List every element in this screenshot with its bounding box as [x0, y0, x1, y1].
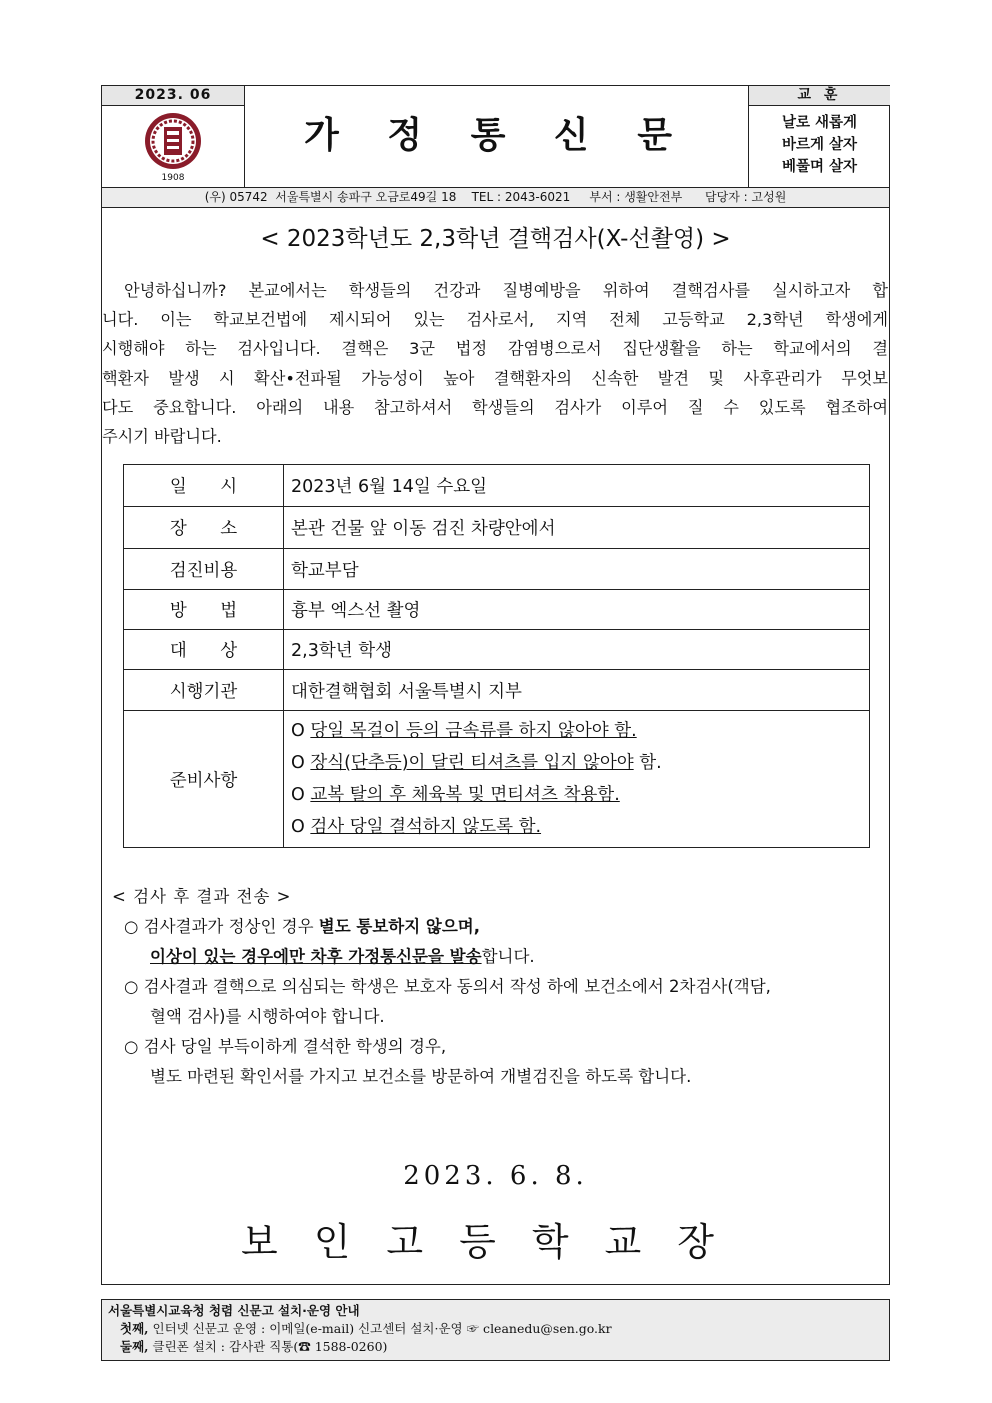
bullet-icon: O: [291, 721, 305, 741]
footer-title: 서울특별시교육청 청렴 신문고 설치·운영 안내: [108, 1303, 360, 1318]
table-row: [124, 630, 870, 670]
issue-date: 2023. 06: [102, 86, 245, 106]
prep-item: O 검사 당일 결석하지 않도록 함.: [291, 817, 542, 837]
footer-line: 둘째, 클린폰 설치 : 감사관 직통(☎ 1588-0260): [120, 1339, 388, 1354]
motto-label: 교 훈: [749, 86, 890, 106]
school-emblem-icon: [142, 111, 204, 183]
prep-list: [284, 711, 870, 848]
school-motto: [748, 86, 890, 188]
result-item: 별도 마련된 확인서를 가지고 보건소를 방문하여 개별검진을 하도록 합니다.: [150, 1067, 692, 1086]
principal-signature: 보인고등학교장: [241, 1220, 750, 1264]
row-value: 2023년 6월 14일 수요일: [284, 465, 870, 507]
school-address: (우) 05742 서울특별시 송파구 오금로49길 18 TEL : 2043-6021 부서 : 생활안전부 담당자 : 고성원: [102, 188, 889, 208]
row-value: 학교부담: [284, 549, 870, 590]
result-section: [112, 882, 892, 1092]
intro-line: 다도 중요합니다. 아래의 내용 참고하셔서 학생들의 검사가 이루어 질 수 있도록 협조하여: [102, 397, 888, 417]
table-row: [124, 507, 870, 549]
bullet-icon: O: [291, 817, 305, 837]
row-value: 2,3학년 학생: [284, 630, 870, 670]
intro-line: 안녕하십니까? 본교에서는 학생들의 건강과 질병예방을 위하여 결핵검사를 실시하고자 합: [124, 281, 888, 300]
prep-item: O 장식(단추등)이 달린 티셔츠를 입지 않아야 함.: [291, 753, 662, 773]
result-item: ○ 검사 당일 부득이하게 결석한 학생의 경우,: [124, 1037, 447, 1056]
bullet-icon: O: [291, 753, 305, 773]
table-row: [124, 670, 870, 711]
table-row: [124, 590, 870, 630]
intro-line: 주시기 바랍니다.: [102, 427, 222, 447]
exam-info-table: [123, 464, 870, 848]
table-row: [124, 549, 870, 590]
result-item: ○ 검사결과가 정상인 경우 별도 통보하지 않으며,: [124, 917, 480, 936]
letter-header: [102, 86, 889, 188]
footer-line: 첫째, 인터넷 신문고 운영 : 이메일(e-mail) 신고센터 설치·운영 ☞ cleanedu@sen.go.kr: [120, 1321, 612, 1336]
table-row: [124, 465, 870, 507]
table-row: [124, 711, 870, 848]
intro-line: 니다. 이는 학교보건법에 제시되어 있는 검사로서, 지역 전체 고등학교 2,3학년 학생에게: [102, 310, 888, 330]
integrity-notice-footer: [101, 1299, 890, 1361]
result-item: ○ 검사결과 결핵으로 의심되는 학생은 보호자 동의서 작성 하에 보건소에서 2차검사(객담,: [124, 977, 771, 996]
prep-item: O 교복 탈의 후 체육복 및 면티셔츠 착용함.: [291, 785, 620, 805]
row-key: 일 시: [124, 465, 284, 507]
row-value: 본관 건물 앞 이동 검진 차량안에서: [284, 507, 870, 549]
section-heading: < 검사 후 결과 전송 >: [112, 887, 292, 906]
motto-line: 베풀며 살자: [781, 159, 858, 175]
row-value: 대한결핵협회 서울특별시 지부: [284, 670, 870, 711]
intro-paragraph: [102, 276, 888, 451]
prep-item: O 당일 목걸이 등의 금속류를 하지 않아야 함.: [291, 721, 637, 741]
row-value: 흉부 엑스선 촬영: [284, 590, 870, 630]
motto-line: 바르게 살자: [781, 137, 858, 153]
row-key: 방 법: [124, 590, 284, 630]
notice-title: < 2023학년도 2,3학년 결핵검사(X-선촬영) >: [260, 226, 731, 252]
row-key: 시행기관: [124, 670, 284, 711]
school-logo: [102, 106, 245, 188]
intro-line: 시행해야 하는 검사입니다. 결핵은 3군 법정 감염병으로서 집단생활을 하는 학교에서의 결: [102, 339, 888, 359]
result-item: 이상이 있는 경우에만 차후 가정통신문을 발송합니다.: [150, 947, 535, 966]
result-item: 혈액 검사)를 시행하여야 합니다.: [150, 1007, 385, 1026]
row-key: 대 상: [124, 630, 284, 670]
row-key: 검진비용: [124, 549, 284, 590]
row-key: 장 소: [124, 507, 284, 549]
motto-line: 날로 새롭게: [781, 115, 858, 131]
intro-line: 핵환자 발생 시 확산•전파될 가능성이 높아 결핵환자의 신속한 발견 및 사후관리가 무엇보: [102, 368, 888, 388]
signature-date: 2023. 6. 8.: [403, 1161, 588, 1191]
logo-year: 1908: [161, 173, 185, 183]
row-key: 준비사항: [124, 711, 284, 848]
document-title: 가 정 통 신 문: [303, 115, 690, 156]
bullet-icon: O: [291, 785, 305, 805]
document-frame: [101, 85, 890, 1285]
